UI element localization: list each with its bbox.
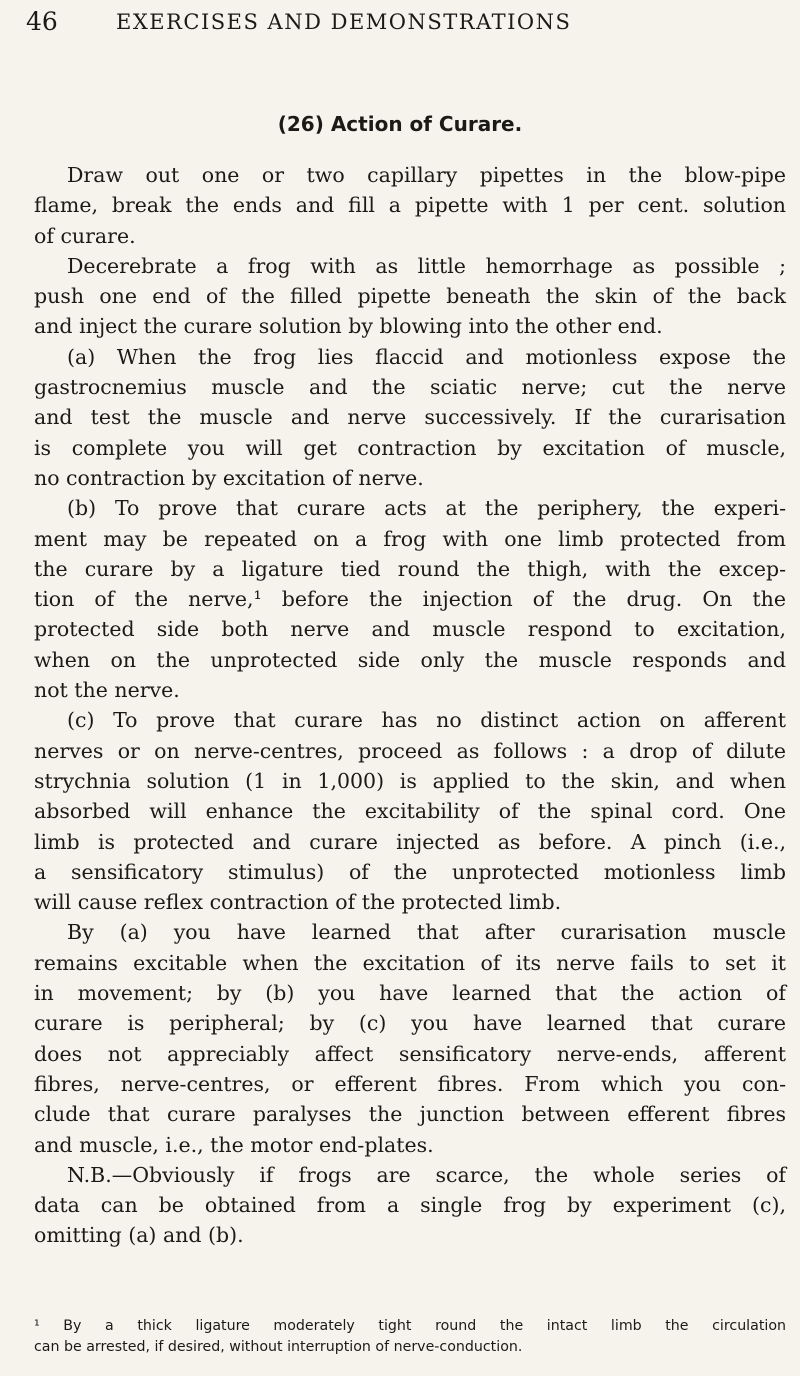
text-line: and muscle, i.e., the motor end-plates. bbox=[34, 1132, 434, 1157]
text-line: N.B.—Obviously if frogs are scarce, the whole series of bbox=[67, 1162, 786, 1187]
footnote-line: can be arrested, if desired, without interruption of nerve-conduction. bbox=[34, 1339, 523, 1355]
text-line: strychnia solution (1 in 1,000) is applied to the skin, and when bbox=[34, 768, 786, 793]
text-line: push one end of the filled pipette beneath the skin of the back bbox=[34, 284, 786, 309]
text-line: By (a) you have learned that after curarisation muscle bbox=[67, 920, 786, 945]
text-line: the curare by a ligature tied round the thigh, with the excep- bbox=[34, 556, 786, 581]
text-line: clude that curare paralyses the junction between efferent fibres bbox=[34, 1102, 786, 1127]
text-line: curare is peripheral; by (c) you have learned that curare bbox=[34, 1011, 786, 1036]
running-title: EXERCISES AND DEMONSTRATIONS bbox=[116, 10, 572, 34]
text-line: will cause reflex contraction of the protected limb. bbox=[34, 890, 562, 915]
running-header bbox=[26, 6, 776, 38]
page-number: 46 bbox=[26, 7, 58, 36]
text-line: omitting (a) and (b). bbox=[34, 1223, 244, 1248]
text-line: nerves or on nerve-centres, proceed as follows : a drop of dilute bbox=[34, 738, 786, 763]
footnote bbox=[34, 1316, 786, 1358]
text-line: no contraction by excitation of nerve. bbox=[34, 465, 424, 490]
text-line: data can be obtained from a single frog by experiment (c), bbox=[34, 1193, 786, 1218]
text-line: (b) To prove that curare acts at the periphery, the experi- bbox=[67, 496, 786, 521]
text-line: absorbed will enhance the excitability of the spinal cord. One bbox=[34, 799, 786, 824]
text-line: in movement; by (b) you have learned that the action of bbox=[34, 981, 786, 1006]
section-title: (26) Action of Curare. bbox=[277, 112, 523, 136]
text-line: when on the unprotected side only the muscle responds and bbox=[34, 647, 786, 672]
footnote-line: ¹ By a thick ligature moderately tight round the intact limb the circulation bbox=[34, 1318, 786, 1334]
text-line: limb is protected and curare injected as before. A pinch (i.e., bbox=[34, 829, 786, 854]
text-line: does not appreciably affect sensificatory nerve-ends, afferent bbox=[34, 1041, 786, 1066]
text-line: Decerebrate a frog with as little hemorrhage as possible ; bbox=[67, 253, 786, 278]
text-line: and test the muscle and nerve successively. If the curarisation bbox=[34, 405, 786, 430]
text-line: a sensificatory stimulus) of the unprotected motionless limb bbox=[34, 859, 786, 884]
text-line: tion of the nerve,¹ before the injection of the drug. On the bbox=[34, 587, 786, 612]
text-line: (c) To prove that curare has no distinct action on afferent bbox=[67, 708, 786, 733]
text-line: (a) When the frog lies flaccid and motionless expose the bbox=[67, 344, 786, 369]
text-line: is complete you will get contraction by excitation of muscle, bbox=[34, 435, 786, 460]
text-line: flame, break the ends and fill a pipette with 1 per cent. solution bbox=[34, 193, 786, 218]
text-line: and inject the curare solution by blowing into the other end. bbox=[34, 314, 663, 339]
text-line: protected side both nerve and muscle respond to excitation, bbox=[34, 617, 786, 642]
text-line: ment may be repeated on a frog with one limb protected from bbox=[34, 526, 786, 551]
text-line: Draw out one or two capillary pipettes in the blow-pipe bbox=[67, 163, 786, 187]
text-line: remains excitable when the excitation of its nerve fails to set it bbox=[34, 950, 786, 975]
text-line: fibres, nerve-centres, or efferent fibres. From which you con- bbox=[34, 1071, 786, 1096]
text-line: of curare. bbox=[34, 223, 136, 248]
text-line: gastrocnemius muscle and the sciatic nerve; cut the nerve bbox=[34, 375, 786, 400]
body-text bbox=[34, 160, 786, 1251]
text-line: not the nerve. bbox=[34, 678, 180, 703]
